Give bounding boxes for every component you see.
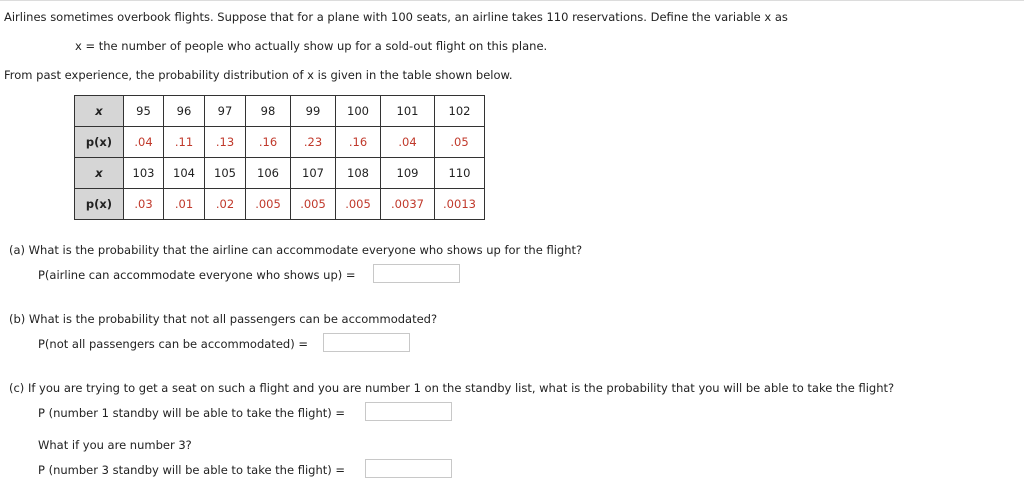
table-cell: 108 bbox=[336, 158, 381, 189]
top-divider bbox=[0, 0, 1024, 1]
table-cell: 110 bbox=[435, 158, 485, 189]
table-cell: 105 bbox=[205, 158, 246, 189]
table-cell: 109 bbox=[381, 158, 435, 189]
answer-c3-input[interactable] bbox=[365, 459, 452, 478]
answer-a-label: P(airline can accommodate everyone who shows up) = bbox=[38, 268, 356, 282]
table-row bbox=[75, 189, 485, 220]
table-cell: 107 bbox=[291, 158, 336, 189]
table-row bbox=[75, 127, 485, 158]
table-row bbox=[75, 96, 485, 127]
table-cell: 104 bbox=[164, 158, 205, 189]
table-cell: 106 bbox=[246, 158, 291, 189]
table-cell: .02 bbox=[205, 189, 246, 220]
answer-c1-input[interactable] bbox=[365, 402, 452, 421]
table-cell: .16 bbox=[246, 127, 291, 158]
question-c-followup: What if you are number 3? bbox=[38, 438, 192, 452]
table-cell: .03 bbox=[124, 189, 164, 220]
table-cell: .04 bbox=[124, 127, 164, 158]
table-cell: 102 bbox=[435, 96, 485, 127]
table-cell: .05 bbox=[435, 127, 485, 158]
table-cell: .13 bbox=[205, 127, 246, 158]
table-cell: 100 bbox=[336, 96, 381, 127]
question-a: (a) What is the probability that the airline can accommodate everyone who shows up for the flight? bbox=[9, 243, 583, 257]
answer-b-input[interactable] bbox=[323, 333, 410, 352]
table-cell: 98 bbox=[246, 96, 291, 127]
table-cell: .01 bbox=[164, 189, 205, 220]
problem-intro: Airlines sometimes overbook flights. Suppose that for a plane with 100 seats, an airline takes 110 reservations. Define the variable x as bbox=[4, 10, 788, 24]
table-cell: .005 bbox=[246, 189, 291, 220]
table-intro: From past experience, the probability distribution of x is given in the table shown below. bbox=[4, 68, 513, 82]
variable-definition: x = the number of people who actually show up for a sold-out flight on this plane. bbox=[75, 39, 548, 53]
probability-distribution-table bbox=[74, 95, 485, 220]
table-cell: 101 bbox=[381, 96, 435, 127]
answer-c3-label: P (number 3 standby will be able to take the flight) = bbox=[38, 463, 346, 477]
table-cell: .005 bbox=[291, 189, 336, 220]
table-cell: 96 bbox=[164, 96, 205, 127]
answer-b-label: P(not all passengers can be accommodated) = bbox=[38, 337, 308, 351]
table-row bbox=[75, 158, 485, 189]
answer-a-input[interactable] bbox=[373, 264, 460, 283]
table-cell: .0013 bbox=[435, 189, 485, 220]
table-cell: .005 bbox=[336, 189, 381, 220]
table-cell: .0037 bbox=[381, 189, 435, 220]
table-cell: 103 bbox=[124, 158, 164, 189]
table-cell: 99 bbox=[291, 96, 336, 127]
row-header-px: p(x) bbox=[75, 189, 124, 220]
row-header-x: x bbox=[75, 158, 124, 189]
table-cell: 97 bbox=[205, 96, 246, 127]
row-header-px: p(x) bbox=[75, 127, 124, 158]
table-cell: .16 bbox=[336, 127, 381, 158]
question-b: (b) What is the probability that not all passengers can be accommodated? bbox=[9, 312, 438, 326]
table-cell: 95 bbox=[124, 96, 164, 127]
question-c: (c) If you are trying to get a seat on such a flight and you are number 1 on the standby list, what is the probability that you will be able to take the flight? bbox=[9, 381, 895, 395]
table-cell: .04 bbox=[381, 127, 435, 158]
row-header-x: x bbox=[75, 96, 124, 127]
answer-c1-label: P (number 1 standby will be able to take the flight) = bbox=[38, 406, 346, 420]
table-cell: .11 bbox=[164, 127, 205, 158]
table-cell: .23 bbox=[291, 127, 336, 158]
